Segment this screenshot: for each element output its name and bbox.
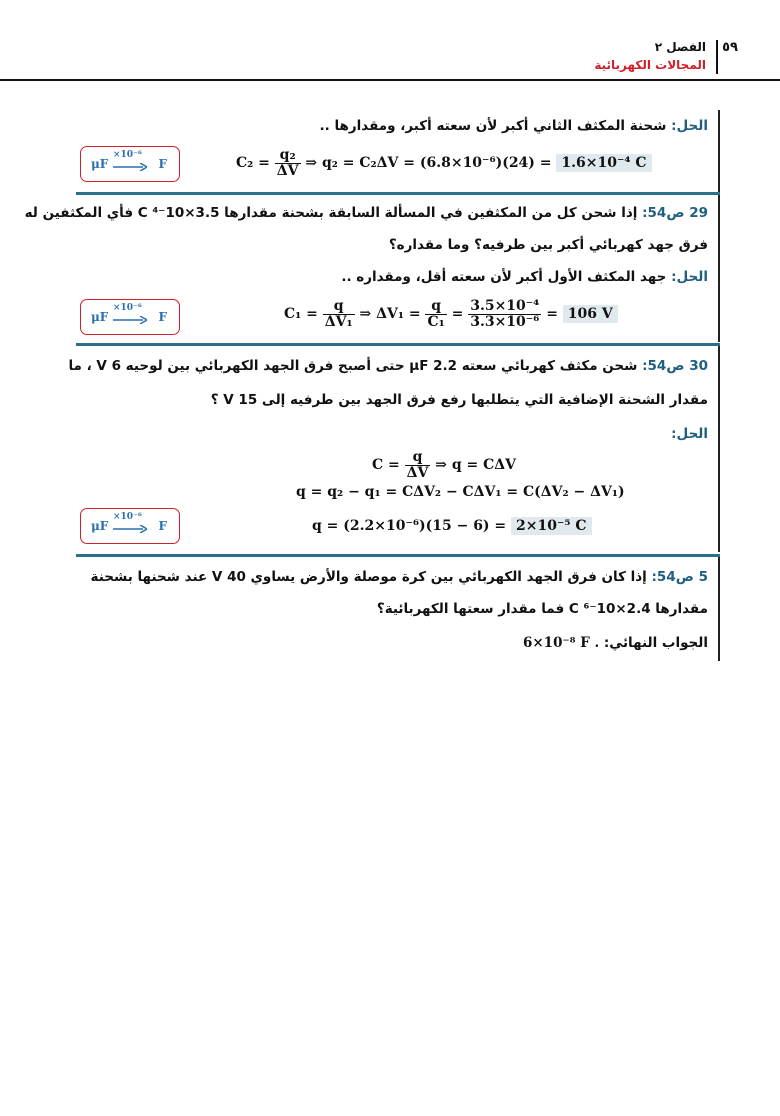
solution-line (341, 269, 708, 285)
eq-middle: ⇒ ΔV₁ = (359, 306, 421, 323)
block-side-rule (718, 110, 720, 192)
conversion-factor: ×10⁻⁶ (113, 150, 142, 160)
answer-label: الجواب النهائي: (603, 635, 708, 651)
eq-rhs: ⇒ q = CΔV (435, 457, 516, 474)
equation (236, 148, 652, 178)
conversion-to: F (158, 157, 167, 171)
problem-number: 30 ص54: (642, 358, 708, 374)
question-text: إذا شحن كل من المكثفين في المسألة السابقة بشحنة مقدارها 3.5×10⁻⁴ C فأي المكثفين له (24, 205, 638, 221)
arrow-right-icon (113, 163, 147, 171)
answer-line (523, 635, 708, 651)
denominator: 3.3×10⁻⁶ (470, 313, 540, 330)
solution-line (671, 426, 708, 442)
solution-line (320, 118, 709, 134)
eq-result: 2×10⁻⁵ C (511, 517, 592, 535)
arrow-right-icon (113, 316, 147, 324)
block-side-rule (718, 557, 720, 661)
conversion-factor: ×10⁻⁶ (113, 512, 142, 522)
conversion-to: F (158, 310, 167, 324)
eq-result: 1.6×10⁻⁴ C (556, 154, 651, 172)
solution-label: الحل: (671, 269, 708, 285)
unit-conversion-badge (80, 508, 180, 544)
equals-sign: = (546, 306, 558, 323)
problem-block-5 (76, 557, 718, 661)
block-side-rule (718, 195, 720, 342)
denominator: C₁ (427, 313, 445, 330)
equals-sign: = (451, 306, 464, 323)
question-text: شحن مكثف كهربائي سعته 2.2 μF حتى أصبح فرق الجهد الكهربائي بين لوحيه 6 V ، ما (68, 358, 638, 374)
fraction (468, 299, 541, 329)
solution-label: الحل: (671, 426, 708, 442)
equation-3 (312, 518, 592, 534)
page-number: ٥٩ (722, 40, 738, 55)
equation (284, 299, 618, 329)
unit-conversion-badge (80, 146, 180, 182)
eq-lhs: C₁ = (284, 306, 318, 323)
question-line-1 (68, 358, 708, 374)
solution-label: الحل: (671, 118, 708, 134)
fraction (323, 299, 355, 329)
problem-number: 5 ص54: (651, 569, 708, 585)
eq-middle: ⇒ q₂ = C₂ΔV = (6.8×10⁻⁶)(24) = (305, 155, 552, 172)
eq-result: 106 V (563, 305, 618, 323)
solution-text: شحنة المكثف الثاني أكبر لأن سعته أكبر، ومقدارها .. (319, 118, 667, 134)
arrow-right-icon (113, 525, 147, 533)
section-title: المجالات الكهربائية (594, 58, 706, 72)
denominator: ΔV (276, 162, 299, 179)
denominator: ΔV₁ (324, 313, 353, 330)
conversion-from: μF (91, 310, 109, 324)
eq-lhs: C = (372, 457, 400, 474)
question-text: إذا كان فرق الجهد الكهربائي بين كرة موصلة والأرض يساوي 40 V عند شحنها بشحنة (90, 569, 647, 585)
chapter-title: الفصل ٢ (654, 40, 706, 54)
problem-block-30 (68, 346, 718, 552)
header-divider (716, 40, 718, 74)
question-line-2: فرق جهد كهربائي أكبر بين طرفيه؟ وما مقداره؟ (388, 237, 708, 253)
numerator: q₂ (275, 148, 301, 164)
question-line-2: مقدار الشحنة الإضافية التي يتطلبها رفع فرق الجهد بين طرفيه إلى 15 V ؟ (210, 392, 708, 408)
numerator: q (405, 450, 431, 466)
numerator: q (425, 299, 446, 315)
fraction (425, 299, 446, 329)
block-side-rule (718, 346, 720, 552)
problem-block-29 (24, 195, 718, 342)
conversion-from: μF (91, 519, 109, 533)
answer-value: 6×10⁻⁸ F . (522, 635, 600, 651)
conversion-from: μF (91, 157, 109, 171)
eq-body: q = (2.2×10⁻⁶)(15 − 6) = (312, 518, 507, 534)
conversion-factor: ×10⁻⁶ (113, 303, 142, 313)
numerator: 3.5×10⁻⁴ (470, 298, 540, 314)
equation-1 (372, 450, 516, 480)
header-rule (0, 79, 780, 81)
fraction (275, 148, 301, 178)
numerator: q (323, 299, 355, 315)
equation-2: q = q₂ − q₁ = CΔV₂ − CΔV₁ = C(ΔV₂ − ΔV₁) (296, 484, 625, 500)
solution-block-1 (76, 110, 718, 192)
question-line-2: مقدارها 2.4×10⁻⁶ C فما مقدار سعتها الكهربائية؟ (376, 601, 708, 617)
problem-number: 29 ص54: (642, 205, 708, 221)
question-line-1 (25, 205, 708, 221)
solution-text: جهد المكثف الأول أكبر لأن سعته أقل، ومقداره .. (341, 269, 667, 285)
denominator: ΔV (406, 464, 429, 481)
question-line-1 (91, 569, 708, 585)
fraction (405, 450, 431, 480)
eq-lhs: C₂ = (236, 155, 270, 172)
conversion-to: F (158, 519, 167, 533)
unit-conversion-badge (80, 299, 180, 335)
